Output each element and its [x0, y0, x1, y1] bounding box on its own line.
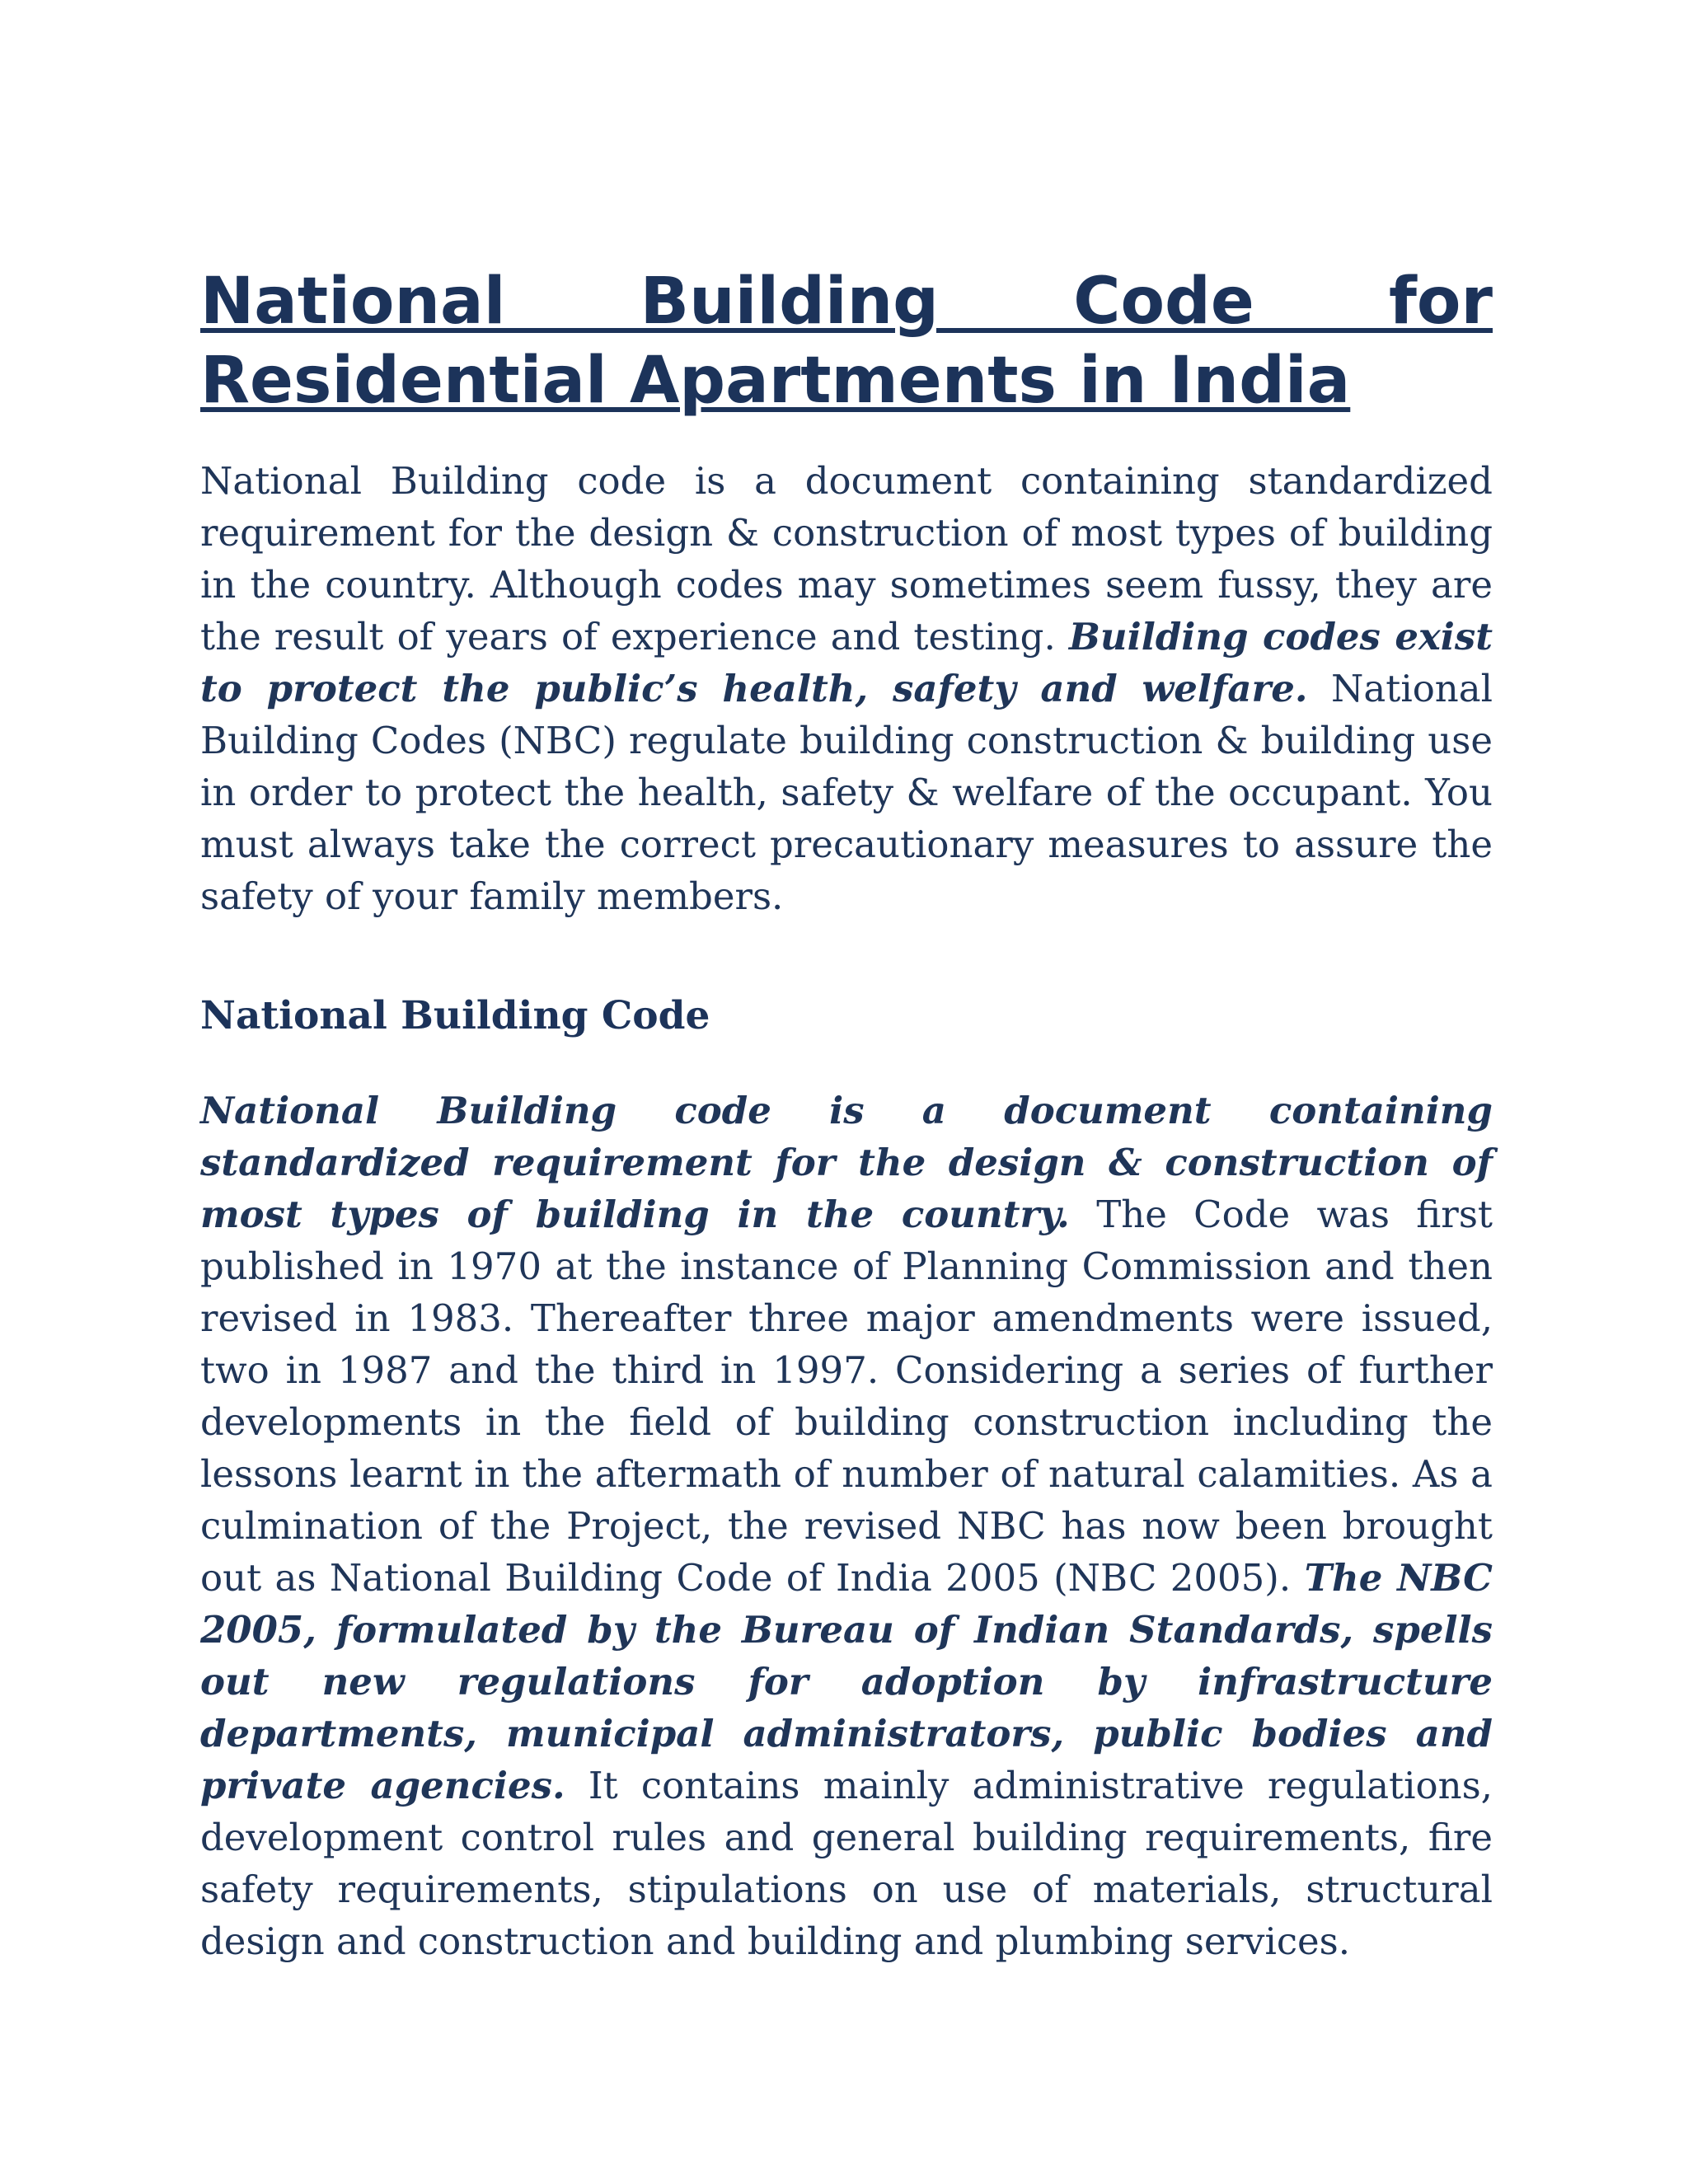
section-heading: National Building Code — [200, 993, 710, 1038]
section-text-2: It contains mainly administrative regulations, development control rules and general building requirements, fire safety requirements, stipulations on use of materials, structural design and construction and building and plumbing services. — [200, 1764, 1493, 1963]
section-emphasis-1: National Building code is a document containing standardized requirement for the design & construction of most types of building in the country. — [200, 1089, 1493, 1236]
page-title — [200, 262, 1493, 420]
intro-text-1: National Building code is a document containing standardized requirement for the design & construction of most types of building in the country. Although codes may sometimes seem fussy, they are the result of years of experience and testing. — [200, 459, 1493, 658]
intro-text-2: National Building Codes (NBC) regulate building construction & building use in order to protect the health, safety & welfare of the occupant. You must always take the correct precautionary measures to assure the safety of your family members. — [200, 667, 1493, 918]
section-paragraph — [200, 1085, 1493, 1967]
title-line-2: Residential Apartments in India — [200, 344, 1351, 418]
intro-emphasis: Building codes exist to protect the public’s health, safety and welfare. — [200, 615, 1493, 710]
document-page — [200, 262, 1493, 1967]
section-emphasis-2: The NBC 2005, formulated by the Bureau of Indian Standards, spells out new regulations for adoption by infrastructure departments, municipal administrators, public bodies and private agencies. — [200, 1556, 1493, 1807]
section-text-1: The Code was first published in 1970 at the instance of Planning Commission and then revised in 1983. Thereafter three major amendments were issued, two in 1987 and the third in 1997. Considering a series of further developments in the field of building construction including the lessons learnt in the aftermath of number of natural calamities. As a culmination of the Project, the revised NBC has now been brought out as National Building Code of India 2005 (NBC 2005). — [200, 1193, 1493, 1600]
title-line-1: National Building Code for — [200, 265, 1493, 339]
intro-paragraph — [200, 455, 1493, 922]
